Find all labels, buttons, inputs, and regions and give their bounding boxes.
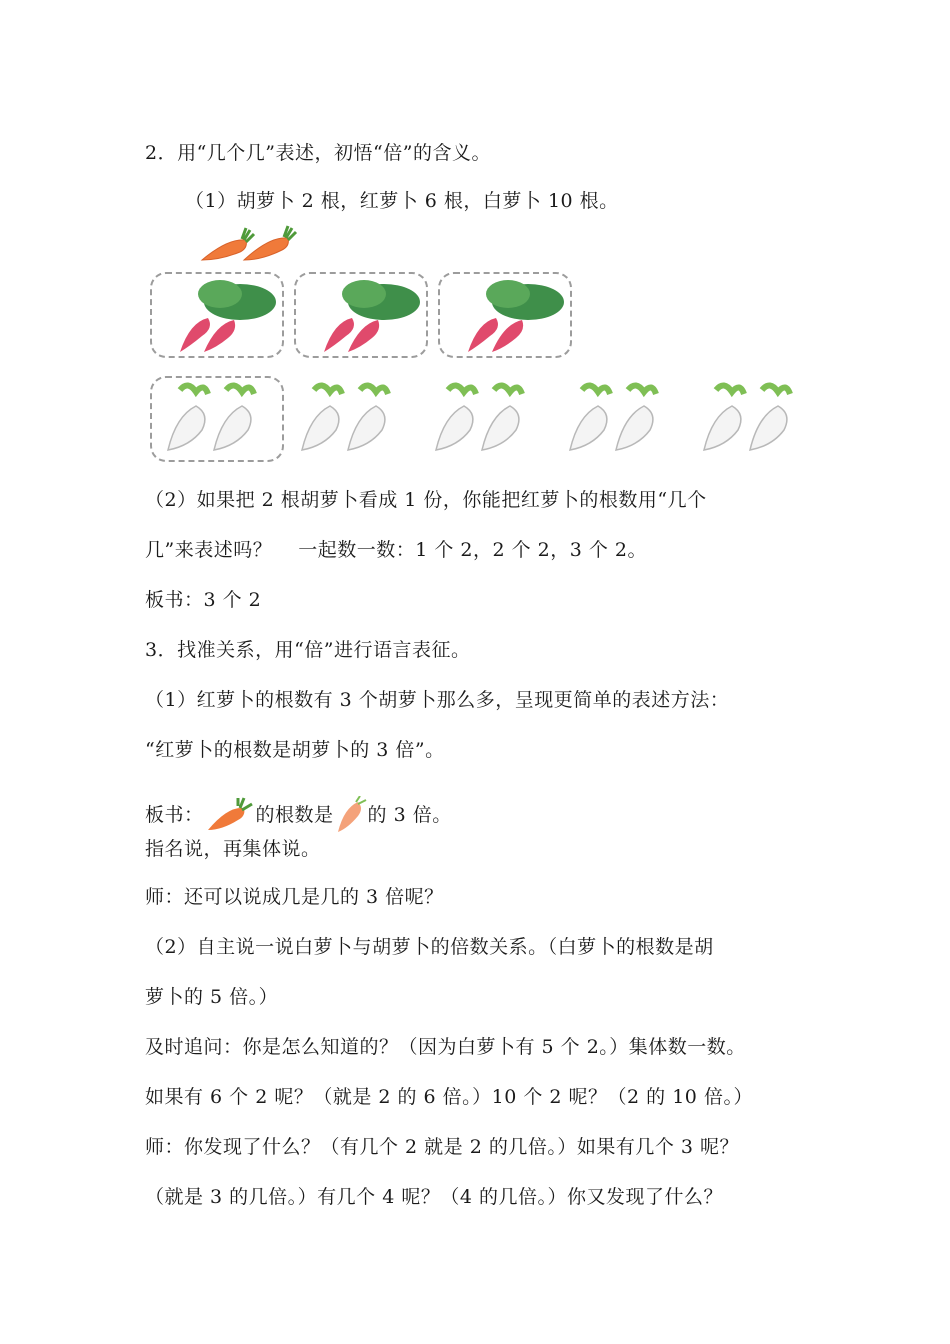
follow-up-line-1: 及时追问：你是怎么知道的？（因为白萝卜有 5 个 2。）集体数一数。 bbox=[145, 1036, 746, 1058]
carrot-icon bbox=[204, 796, 256, 836]
carrot-icon bbox=[244, 226, 296, 260]
step-3-heading: 3．找准关系，用“倍”进行语言表征。 bbox=[145, 639, 471, 661]
white-radish-icons bbox=[150, 376, 810, 466]
step-3-item-1-line-1: （1）红萝卜的根数有 3 个胡萝卜那么多，呈现更简单的表述方法： bbox=[145, 689, 730, 711]
step-3-item-2-line-2: 萝卜的 5 倍。） bbox=[145, 986, 279, 1008]
teacher-question-2: 师：你发现了什么？（有几个 2 就是 2 的几倍。）如果有几个 3 呢？ bbox=[145, 1136, 740, 1158]
step-3-item-2-line-1: （2）自主说一说白萝卜与胡萝卜的倍数关系。（白萝卜的根数是胡 bbox=[145, 936, 714, 958]
board-label: 板书： bbox=[145, 804, 204, 826]
board-note-1: 板书：3 个 2 bbox=[145, 589, 262, 611]
carrot-row bbox=[198, 222, 298, 268]
step-2-item-2-line-2: 几”来表述吗？ 一起数一数：1 个 2，2 个 2，3 个 2。 bbox=[145, 539, 648, 561]
red-radish-icons bbox=[150, 272, 580, 362]
teacher-question-2-cont: （就是 3 的几倍。）有几个 4 呢？（4 的几倍。）你又发现了什么？ bbox=[145, 1186, 723, 1208]
step-2-item-1: （1）胡萝卜 2 根，红萝卜 6 根，白萝卜 10 根。 bbox=[185, 190, 619, 212]
follow-up-line-2: 如果有 6 个 2 呢？（就是 2 的 6 倍。）10 个 2 呢？（2 的 10 倍。） bbox=[145, 1086, 753, 1108]
instruction-line: 指名说，再集体说。 bbox=[145, 838, 321, 860]
step-3-item-1-line-2: “红萝卜的根数是胡萝卜的 3 倍”。 bbox=[145, 739, 445, 761]
board-text-end: 的 3 倍。 bbox=[367, 804, 452, 826]
carrot-icon bbox=[202, 228, 254, 260]
step-2-heading: 2．用“几个几”表述，初悟“倍”的含义。 bbox=[145, 142, 491, 164]
small-carrot-icon bbox=[334, 796, 368, 836]
step-2-item-2-line-1: （2）如果把 2 根胡萝卜看成 1 份，你能把红萝卜的根数用“几个 bbox=[145, 489, 707, 511]
board-note-2 bbox=[145, 796, 452, 836]
teacher-question-1: 师：还可以说成几是几的 3 倍呢？ bbox=[145, 886, 444, 908]
board-text-mid: 的根数是 bbox=[255, 804, 334, 826]
